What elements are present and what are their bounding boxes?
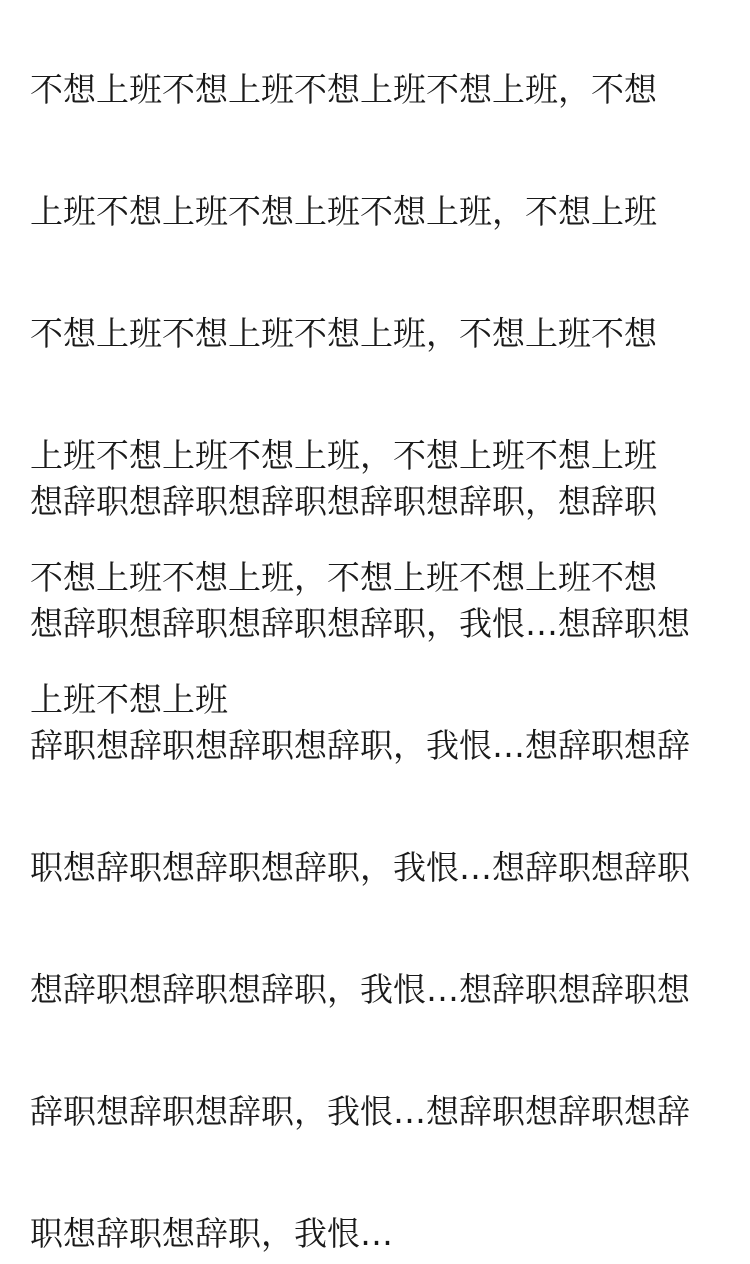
text-line: 不想上班不想上班，不想上班不想上班不想 — [30, 558, 657, 597]
text-line: 想辞职想辞职想辞职，我恨…想辞职想辞职想 — [30, 970, 690, 1009]
text-line: 职想辞职想辞职想辞职，我恨…想辞职想辞职 — [30, 848, 690, 887]
text-line: 辞职想辞职想辞职想辞职，我恨…想辞职想辞 — [30, 726, 690, 765]
text-line: 不想上班不想上班不想上班不想上班，不想 — [30, 70, 657, 109]
text-line: 不想上班不想上班不想上班，不想上班不想 — [30, 314, 657, 353]
paragraph-want-to-quit — [30, 410, 730, 1264]
text-line: 上班不想上班 — [30, 680, 228, 719]
text-line: 职想辞职想辞职，我恨… — [30, 1214, 393, 1253]
text-line: 想辞职想辞职想辞职想辞职想辞职，想辞职 — [30, 482, 657, 521]
text-line: 想辞职想辞职想辞职想辞职，我恨…想辞职想 — [30, 604, 690, 643]
text-line: 辞职想辞职想辞职，我恨…想辞职想辞职想辞 — [30, 1092, 690, 1131]
text-line: 上班不想上班不想上班，不想上班不想上班 — [30, 436, 657, 475]
text-line: 上班不想上班不想上班不想上班，不想上班 — [30, 192, 657, 231]
